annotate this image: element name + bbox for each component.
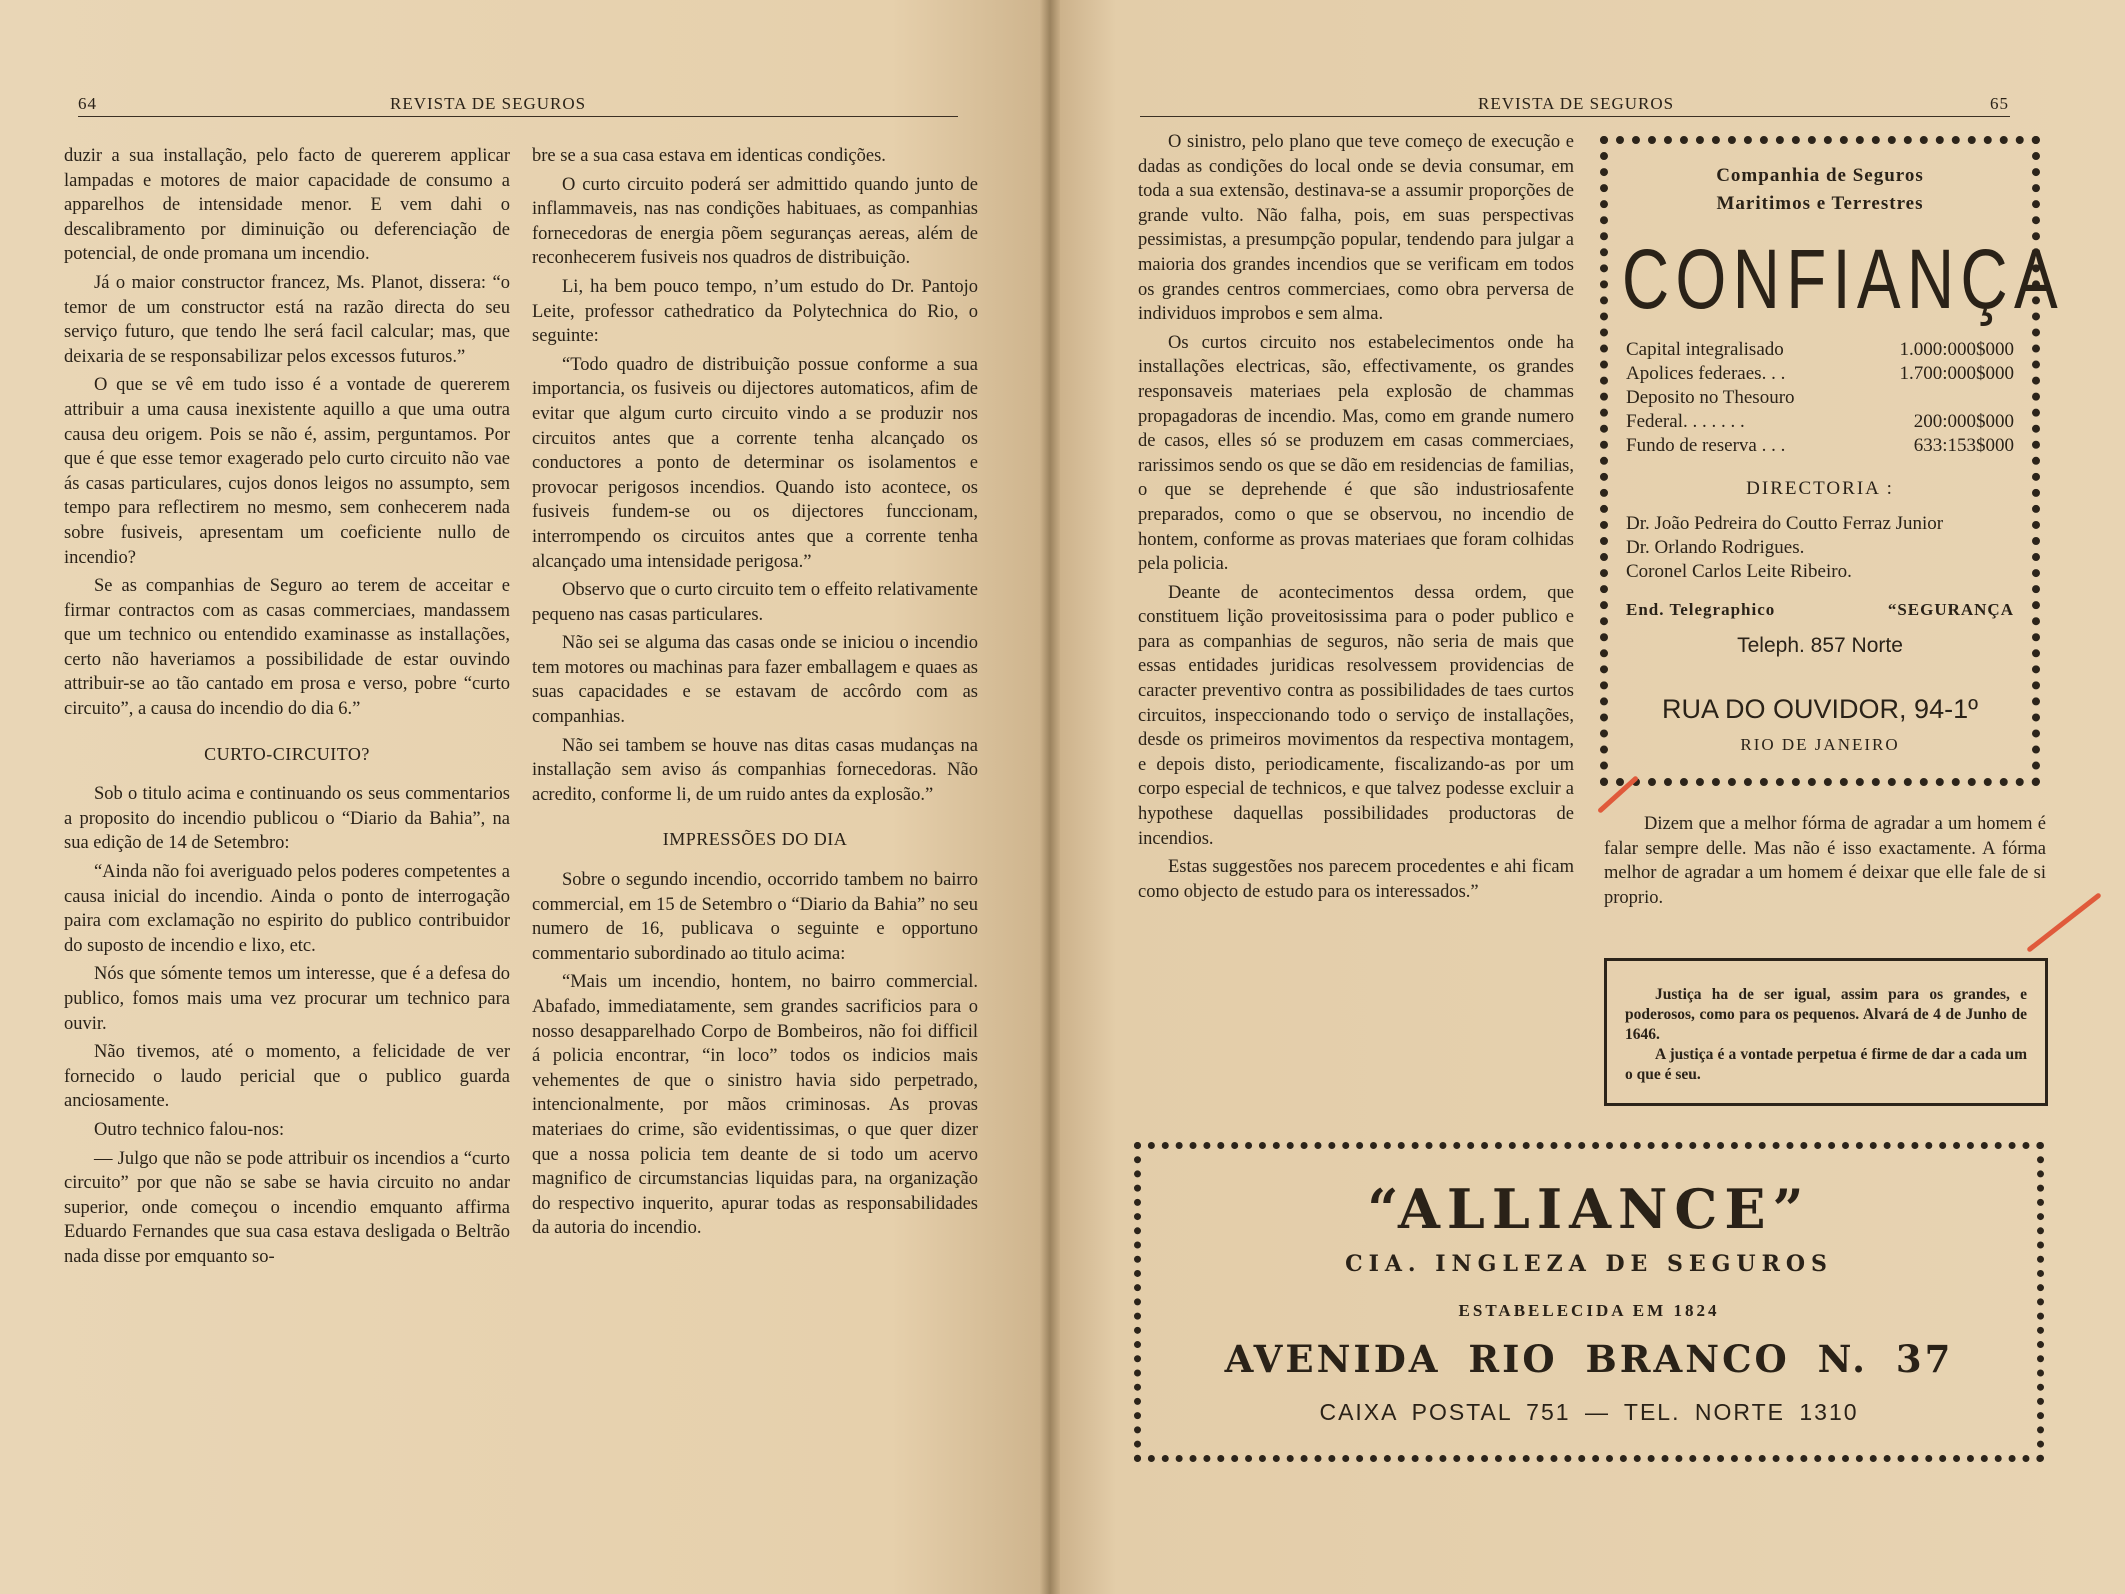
- right-page-header: REVISTA DE SEGUROS: [1478, 94, 1675, 113]
- alliance-contact: CAIXA POSTAL 751 — TEL. NORTE 1310: [1319, 1399, 1859, 1425]
- quote-line2: A justiça é a vontade perpetua é firme de dar a cada um o que é seu.: [1625, 1046, 2027, 1083]
- paragraph: bre se a sua casa estava em identicas condições.: [532, 146, 886, 166]
- director-name: Coronel Carlos Leite Ribeiro.: [1626, 561, 1852, 582]
- paragraph: Deante de acontecimentos dessa ordem, que constituem lição proveitosissima para o poder publico e para as companhias de seguros, não seria de mais que essas entidades juridicas resolvessem providencias de caracter preventivo contra as possibilidades de taes curtos circuitos, inspeccionando todo o serviço de installações, desde os primeiros movimentos da respectiva montagem, e depois disto, periodicamente, fiscalizando-as por um corpo especial de technicos, e que talvez podesse excluir a hypothese daquellas possibilidades productoras de incendios.: [1138, 582, 1574, 849]
- capital-label: Fundo de reserva . . .: [1626, 435, 1786, 456]
- quote-line1: Justiça ha de ser igual, assim para os grandes, e poderosos, como para os pequenos. Alvará de 4 de Junho de 1646.: [1625, 986, 2027, 1043]
- telegraph-label: End. Telegraphico: [1626, 600, 1776, 619]
- paragraph: Já o maior constructor francez, Ms. Planot, dissera: “o temor de um constructor está na razão directa do seu serviço futuro, que tendo lhe será facil calcular; mas, que deixaria de se responsabilizar pelos excessos futuros.”: [64, 272, 510, 367]
- alliance-established: ESTABELECIDA EM 1824: [1458, 1301, 1720, 1320]
- ad-company-line1: Companhia de Seguros: [1716, 165, 1924, 186]
- capital-row: [1626, 362, 2014, 386]
- justice-quote-box: [1604, 958, 2048, 1106]
- telegraph-value: “SEGURANÇA: [1887, 600, 2014, 619]
- ad-city: RIO DE JANEIRO: [1740, 735, 1900, 754]
- paragraph: Sob o titulo acima e continuando os seus commentarios a proposito do incendio publicou o “Diario da Bahia”, na sua edição de 14 de Setembro:: [64, 784, 510, 854]
- saying-paragraph: [1604, 812, 2046, 910]
- capital-value: 633:153$000: [1913, 435, 2014, 456]
- capital-value: 1.000:000$000: [1899, 339, 2014, 360]
- paragraph: Outro technico falou-nos:: [94, 1119, 285, 1140]
- capital-value: 1.700:000$000: [1899, 363, 2014, 384]
- left-page-number: 64: [78, 94, 97, 113]
- paragraph: Observo que o curto circuito tem o effeito relativamente pequeno nas casas particulares.: [532, 580, 978, 625]
- paragraph: Não tivemos, até o momento, a felicidade de ver fornecido o laudo pericial que o publico guarda anciosamente.: [64, 1042, 510, 1112]
- right-header-rule: [1140, 116, 2010, 117]
- ad-company-line2: Maritimos e Terrestres: [1716, 193, 1924, 214]
- paragraph: — Julgo que não se pode attribuir os incendios a “curto circuito” por que não se sabe se havia circuito no andar superior, onde começou o incendio emquanto affirma Eduardo Fernandes que sua casa estava desligada o Beltrão nada disse por emquanto so-: [64, 1148, 510, 1267]
- paragraph: “Mais um incendio, hontem, no bairro commercial. Abafado, immediatamente, sem grandes sacrificios para o nosso desapparelhado Corpo de Bombeiros, não foi difficil á policia encontrar, “in loco” todos os indicios mais vehementes de que o sinistro havia sido perpetrado, intencionalmente, por mãos criminosas. As provas materiaes do crime, são evidentissimas, o que quer dizer que a nossa policia tem deante de si todo um acervo magnifico de circumstancias liquidas para, na organização do respectivo inquerito, apurar todas as responsabilidades da autoria do incendio.: [532, 972, 978, 1239]
- paragraph: duzir a sua installação, pelo facto de quererem applicar lampadas e motores de maior capacidade de consumo a apparelhos de intensidade menor. E vem dahi o descalibramento por diminuição ou deferenciação de potencial, de onde promana um incendio.: [64, 146, 510, 265]
- paragraph: “Todo quadro de distribuição possue conforme a sua importancia, os fusiveis ou dijectores automaticos, afim de evitar que algum curto circuito vindo a se produzir nos circuitos antes que a corrente tenha alcançado os conductores a ponto de determinar os isolamentos e provocar perigosos incendios. Quando isto acontece, os fusiveis fundem-se ou os dijectores funccionam, interrompendo os circuitos antes que a corrente tenha alcançado uma intensidade perigosa.”: [532, 354, 978, 572]
- paragraph: Sobre o segundo incendio, occorrido tambem no bairro commercial, em 15 de Setembro o “Diario da Bahia” no seu numero de 16, publicava o seguinte e opportuno commentario subordinado ao titulo acima:: [532, 870, 978, 964]
- capital-label: Capital integralisado: [1626, 339, 1784, 360]
- alliance-address: AVENIDA RIO BRANCO N. 37: [1224, 1337, 1954, 1381]
- paragraph: Não sei se alguma das casas onde se iniciou o incendio tem motores ou machinas para fazer emballagem e quaes as suas capacidades e se estavam de accôrdo com as companhias.: [532, 633, 978, 728]
- ad-address: RUA DO OUVIDOR, 94-1º: [1662, 694, 1978, 724]
- left-page-header: REVISTA DE SEGUROS: [390, 94, 587, 113]
- alliance-subtitle: CIA. INGLEZA DE SEGUROS: [1345, 1251, 1833, 1277]
- paragraph: O sinistro, pelo plano que teve começo de execução e dadas as condições do local onde se devia consumar, em toda a sua extensão, destinava-se a assumir proporções de grande vulto. Não falha, pois, em suas perspectivas pessimistas, a presumpção popular, tendendo para julgar a maioria dos grandes incendios que se verificam em todos os grandes centros commerciaes, como obra perversa de individuos improbos e sem alma.: [1138, 132, 1574, 325]
- left-header-rule: [78, 116, 958, 117]
- capital-label: Deposito no Thesouro: [1626, 387, 1795, 408]
- director-name: Dr. Orlando Rodrigues.: [1626, 537, 1805, 558]
- paragraph: O que se vê em tudo isso é a vontade de quererem attribuir a uma causa inexistente aquillo a que uma outra causa deu origem. Pois se não é, assim, perguntamos. Por que é que esse temor exagerado pelo curto circuito não vae ás casas particulares, cujos donos leigos no assumpto, sem tempo para reflectirem no mesmo, sem conhecerem nada sobre fusiveis, apresentam um coeficiente nullo de incendio?: [64, 375, 510, 568]
- capital-value: 200:000$000: [1913, 411, 2014, 432]
- confianca-advertisement: [1600, 136, 2064, 786]
- capital-row: [1626, 386, 2014, 410]
- capital-row: [1626, 338, 2014, 362]
- paragraph: Não sei tambem se houve nas ditas casas mudanças na installação sem aviso ás companhias fornecedoras. Não acredito, conforme li, de um ruido antes da explosão.”: [532, 735, 978, 805]
- paragraph: Estas suggestões nos parecem procedentes e ahi ficam como objecto de estudo para os interessados.”: [1138, 857, 1574, 902]
- book-gutter: [1040, 0, 1060, 1594]
- section-heading: CURTO-CIRCUITO?: [204, 743, 370, 764]
- directors-list: [1626, 512, 2014, 584]
- paragraph: O curto circuito poderá ser admittido quando junto de inflammaveis, nas nas condições habituaes, as companhias fornecedoras de energia põem seguranças aereas, além de reconhecerem fusiveis nos quadros de distribuição.: [532, 174, 978, 269]
- left-column-2: [532, 144, 978, 1245]
- alliance-advertisement: [1134, 1142, 2044, 1462]
- paragraph: “Ainda não foi averiguado pelos poderes competentes a causa inicial do incendio. Ainda o ponto de interrogação paira com exclamação no espirito do publico contribuidor do suposto de incendio e lixo, etc.: [64, 862, 510, 956]
- paragraph: Nós que sómente temos um interesse, que é a defesa do publico, fomos mais uma vez procurar um technico para ouvir.: [64, 964, 510, 1034]
- directory-title: DIRECTORIA :: [1746, 478, 1894, 499]
- left-column-1: [64, 144, 510, 1274]
- capital-row: [1626, 434, 2014, 458]
- paragraph: Li, ha bem pouco tempo, n’um estudo do Dr. Pantojo Leite, professor cathedratico da Polytechnica do Rio, o seguinte:: [532, 276, 978, 347]
- right-column-1: [1138, 130, 1574, 908]
- telegraph-line: [1626, 600, 2014, 620]
- section-heading: IMPRESSÕES DO DIA: [662, 829, 848, 850]
- alliance-name: “ALLIANCE”: [1367, 1177, 1811, 1241]
- paragraph: Se as companhias de Seguro ao terem de acceitar e firmar contractos com as casas commerciaes, mandassem que um technico ou entendido examinasse as installações, certo não haveriamos a possibilidade de estar ouvindo attribuir-se ao tão cantado em prosa e verso, pobre “curto circuito”, a causa do incendio do dia 6.”: [64, 576, 510, 720]
- ad-brand-name: CONFIANÇA: [1621, 232, 2064, 326]
- phone-number: Teleph. 857 Norte: [1737, 634, 1903, 657]
- capital-table: [1626, 338, 2014, 458]
- right-page-number: 65: [1990, 94, 2009, 113]
- director-name: Dr. João Pedreira do Coutto Ferraz Junior: [1626, 513, 1944, 534]
- capital-label: Apolices federaes. . .: [1626, 363, 1786, 384]
- capital-label: Federal. . . . . . .: [1626, 411, 1745, 432]
- paragraph: Os curtos circuito nos estabelecimentos onde ha installações electricas, são, effectivamente, os grandes responsaveis materiaes pela explosão de chammas propagadoras de incendio. Mas, como em grande numero de casos, elles só se produzem em casas commerciaes, rarissimos sendo os que se dão em residencias de familias, o que se deprehende é que são industriosafente preparados, como o que se observou, no incendio de hontem, conforme as provas materiaes que foram colhidas pela policia.: [1138, 332, 1574, 575]
- capital-row: [1626, 410, 2014, 434]
- saying-text: Dizem que a melhor fórma de agradar a um homem é falar sempre delle. Mas não é isso exactamente. A fórma melhor de agradar a um homem é deixar que elle fale de si proprio.: [1604, 814, 2046, 908]
